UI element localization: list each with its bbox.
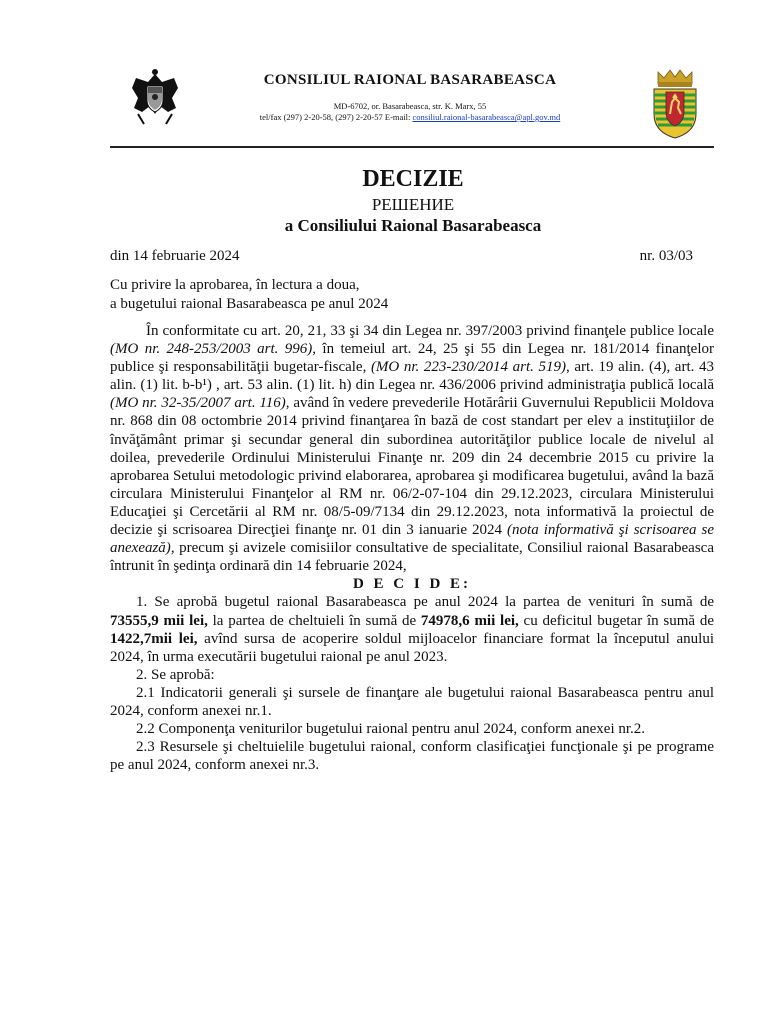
decision-subject [110, 276, 714, 314]
header-divider [110, 146, 714, 148]
council-address: MD-6702, or. Basarabeasca, str. K. Marx, 55 [333, 101, 487, 111]
article-2: 2. Se aprobă: [136, 666, 215, 683]
decision-number: nr. 03/03 [639, 248, 693, 264]
subject-line-1: Cu privire la aprobarea, în lectura a doua, [110, 277, 360, 293]
council-name: CONSILIUL RAIONAL BASARABEASCA [263, 72, 557, 88]
decision-body [110, 322, 714, 774]
decide-heading: D E C I D E: [352, 576, 472, 593]
document-issuer: a Consiliului Raional Basarabeasca [284, 216, 542, 235]
article-2-3: 2.3 Resursele şi cheltuielile bugetului raional, conform clasificaţiei funcţionale şi pe programe pe anul 2024, conform anexei nr.3. [110, 739, 714, 774]
document-title-ru: РЕШЕНИЕ [371, 195, 455, 214]
decision-date: din 14 februarie 2024 [110, 248, 240, 264]
article-2-2: 2.2 Componenţa veniturilor bugetului raional pentru anul 2024, conform anexei nr.2. [136, 721, 646, 738]
preamble-paragraph: În conformitate cu art. 20, 21, 33 şi 34 din Legea nr. 397/2003 privind finanţele publice locale (MO nr. 248-253/2003 art. 996), în temeiul art. 24, 25 şi 55 din Legea nr. 181/2014 finanţelor publice şi responsabilităţii bugetar-fiscale, (MO nr. 223-230/2014 art. 519), art. 19 alin. (4), art. 43 alin. (1) lit. b-b¹) , art. 53 alin. (1) lit. h) din Legea nr. 436/2006 privind administraţia publică locală (MO nr. 32-35/2007 art. 116), având în vedere prevederile Hotărârii Guvernului Republicii Moldova nr. 868 din 08 octombrie 2014 privind finanţarea în bază de cost standart per elev a instituţiilor de învăţământ primar şi secundar general din subordinea autorităţilor publice locale de nivelul al doilea, prevederile Ordinului Ministerului Finanţe nr. 209 din 24 decembrie 2015 cu privire la aprobarea Setului metodologic privind elaborarea, aprobarea şi modificarea bugetului, având la bază circulara Ministerului Finanţelor al RM nr. 06/2-07-104 din 29.12.2023, circulara Ministerului Educaţiei şi Cercetării al RM nr. 08/5-09/7134 din 29.12.2023, nota informativă la proiectul de decizie şi scrisoarea Direcţiei finanţe nr. 01 din 3 ianuarie 2024 (nota informativă şi scrisoarea se anexează), precum şi avizele comisiilor consultative de specialitate, Consiliul raional Basarabeasca întrunit în şedinţa ordinară din 14 februarie 2024, [110, 323, 715, 575]
article-2-1: 2.1 Indicatorii generali şi sursele de finanţare ale bugetului raional Basarabeasca pentru anul 2024, conform anexei nr.1. [110, 684, 714, 719]
article-1: 1. Se aprobă bugetul raional Basarabeasca pe anul 2024 la partea de venituri în sumă de 73555,9 mii lei, la partea de cheltuieli în sumă de 74978,6 mii lei, cu deficitul bugetar în sumă de 1422,7mii lei, avînd sursa de acoperire soldul mijloacelor financiare format la începutul anului 2024, în urma executării bugetului raional pe anul 2023. [110, 594, 714, 665]
document-title: DECIZIE [362, 166, 464, 192]
subject-line-2: a bugetului raional Basarabeasca pe anul 2024 [110, 296, 389, 312]
phone-numbers: tel/fax (297) 2-20-58, (297) 2-20-57 E-mail: [259, 112, 413, 122]
email-link[interactable]: consiliul.raional-basarabeasca@apl.gov.md [412, 112, 561, 122]
council-contact [150, 112, 670, 122]
